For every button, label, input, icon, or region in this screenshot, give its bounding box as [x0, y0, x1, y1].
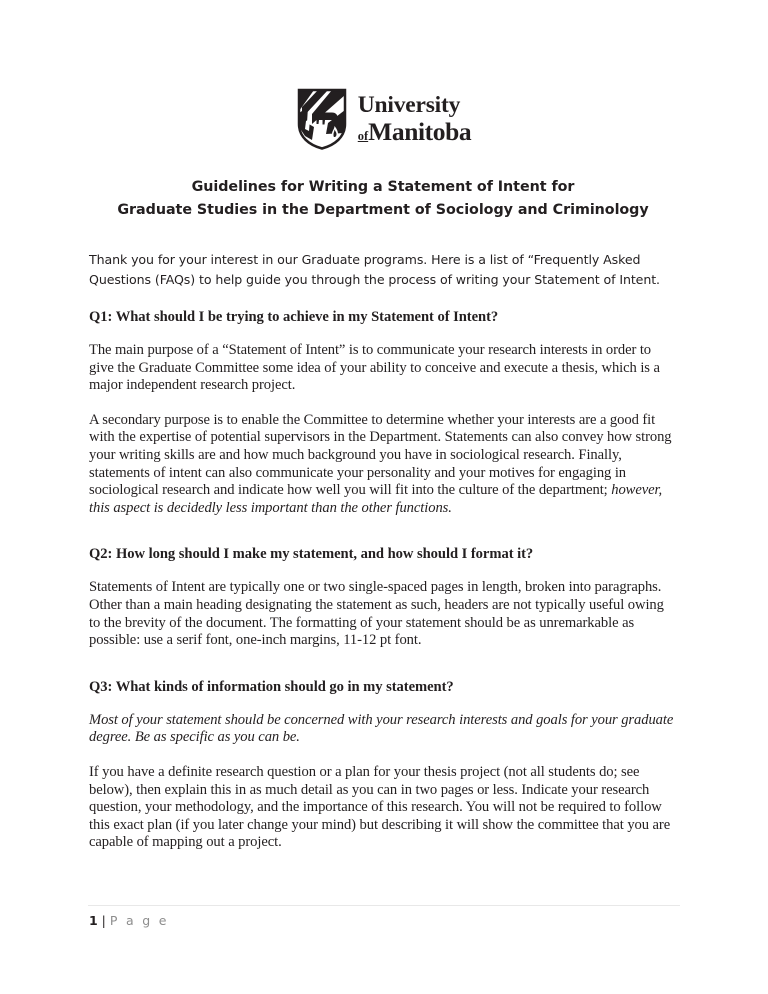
q1-paragraph-2-roman: A secondary purpose is to enable the Committee to determine whether your interests are a good fit with the expertise of potential supervisors in the Department. Statements can also convey how strong your writing skills are and how much background you have in sociological research. Finally, statements of intent can also communicate your personality and your motives for engaging in sociological research and indicate how well you will fit into the culture of the department; — [89, 411, 672, 499]
q3-paragraph-2: If you have a definite research question or a plan for your thesis project (not all students do; see below), then explain this in as much detail as you can in two pages or less. Indicate your research question, your methodology, and the importance of this research. You will not be required to follow this exact plan (if you later change your mind) but describing it will show the committee that you are capable of mapping out a project. — [89, 763, 671, 851]
wordmark-manitoba — [358, 119, 471, 145]
footer-divider — [88, 905, 680, 906]
q2-paragraph-1: Statements of Intent are typically one or two single-spaced pages in length, broken into paragraphs. Other than a main heading designating the statement as such, headers are not typically useful owing to the brevity of the document. The formatting of your statement should be as unremarkable as possible: use a serif font, one-inch margins, 11-12 pt font. — [89, 579, 664, 649]
page-title-line-2: Graduate Studies in the Department of Sociology and Criminology — [117, 201, 649, 218]
q3-heading: Q3: What kinds of information should go in my statement? — [89, 678, 454, 695]
wordmark-of: of — [357, 129, 369, 143]
page-title-line-1: Guidelines for Writing a Statement of Intent for — [191, 179, 575, 195]
wordmark-manitoba-text: Manitoba — [368, 117, 472, 146]
page-footer — [89, 912, 169, 930]
intro-paragraph: Thank you for your interest in our Graduate programs. Here is a list of “Frequently Asked Questions (FAQs) to help guide you through the process of writing your Statement of Intent. — [89, 252, 660, 287]
letterhead — [0, 88, 768, 150]
q1-paragraph-2-italic: however, this aspect is decidedly less important than the other functions. — [89, 482, 663, 516]
footer-separator: | — [97, 913, 110, 928]
section-spacer — [89, 533, 677, 544]
page-title — [89, 176, 677, 221]
section-spacer — [89, 666, 677, 677]
wordmark-university: University — [357, 91, 461, 118]
university-wordmark — [357, 91, 472, 146]
q1-heading: Q1: What should I be trying to achieve in my Statement of Intent? — [89, 309, 499, 325]
footer-page-label: P a g e — [109, 913, 169, 928]
faq-item-q1 — [89, 307, 677, 517]
q1-paragraph-2 — [89, 412, 677, 518]
university-of-manitoba-shield-icon — [297, 88, 347, 150]
q3-paragraph-1: Most of your statement should be concerned with your research interests and goals for your graduate degree. Be as specific as you can be. — [89, 711, 674, 746]
faq-item-q3 — [89, 677, 677, 852]
q1-paragraph-1: The main purpose of a “Statement of Intent” is to communicate your research interests in order to give the Graduate Committee some idea of your ability to conceive and execute a thesis, which is a major independent research project. — [89, 342, 660, 394]
q2-heading: Q2: How long should I make my statement, and how should I format it? — [89, 546, 534, 563]
document-body — [89, 250, 677, 868]
faq-item-q2 — [89, 544, 677, 649]
footer-page-number: 1 — [89, 913, 98, 928]
